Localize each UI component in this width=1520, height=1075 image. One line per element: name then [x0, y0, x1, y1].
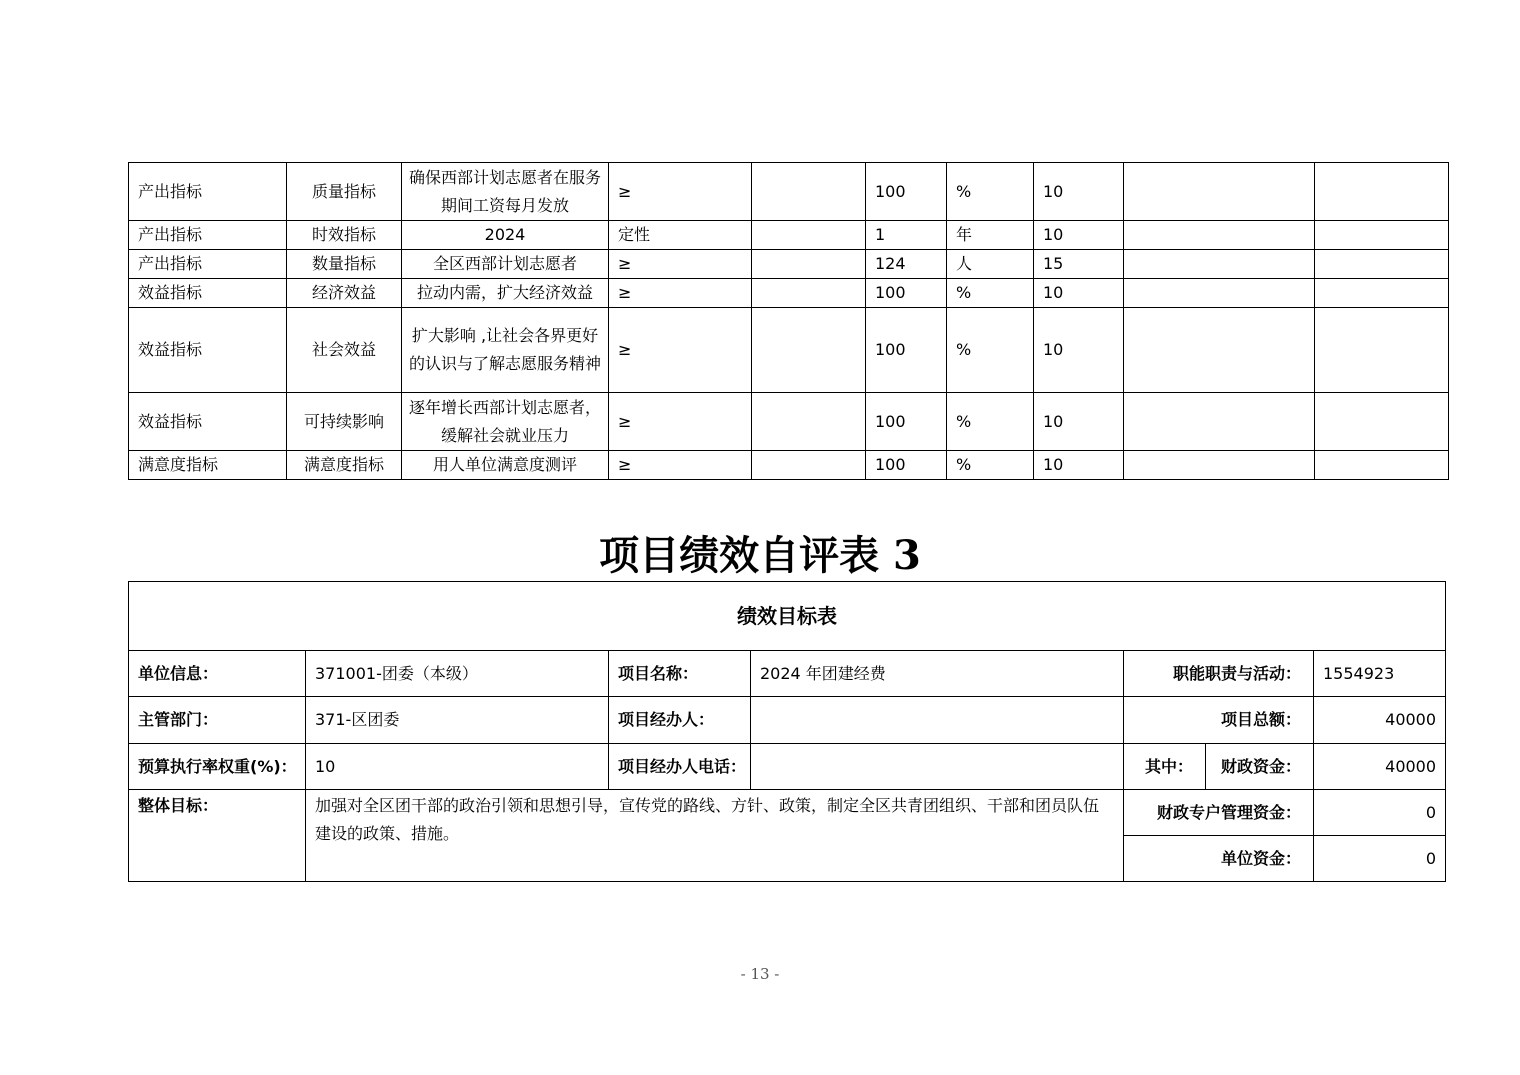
- indicator-table: [128, 162, 1449, 480]
- weight-cell: 10: [1034, 451, 1124, 480]
- table-row: [129, 308, 1449, 393]
- indicator-name-cell: 全区西部计划志愿者: [402, 250, 609, 279]
- level2-cell: 社会效益: [287, 308, 402, 393]
- value-cell: 100: [866, 279, 947, 308]
- dept-value: 371-区团委: [306, 697, 609, 744]
- level2-cell: 可持续影响: [287, 393, 402, 451]
- total-value: 40000: [1314, 697, 1446, 744]
- empty-cell: [1124, 279, 1315, 308]
- operator-cell: ≥: [609, 393, 752, 451]
- unit-cell: %: [947, 451, 1034, 480]
- table-row: [129, 221, 1449, 250]
- empty-cell: [1124, 451, 1315, 480]
- table-row: [129, 744, 1446, 790]
- table-row: [129, 393, 1449, 451]
- indicator-name-cell: 逐年增长西部计划志愿者，缓解社会就业压力: [402, 393, 609, 451]
- empty-cell: [1315, 393, 1449, 451]
- unit-info-label: 单位信息：: [129, 651, 306, 697]
- level2-cell: 质量指标: [287, 163, 402, 221]
- empty-cell: [1124, 250, 1315, 279]
- empty-cell: [1124, 163, 1315, 221]
- empty-cell: [752, 163, 866, 221]
- table-header: 绩效目标表: [129, 582, 1446, 651]
- level1-cell: 产出指标: [129, 221, 287, 250]
- unit-cell: %: [947, 393, 1034, 451]
- weight-cell: 10: [1034, 279, 1124, 308]
- indicator-name-cell: 2024: [402, 221, 609, 250]
- level1-cell: 产出指标: [129, 250, 287, 279]
- special-fund-value: 0: [1314, 790, 1446, 836]
- value-cell: 100: [866, 393, 947, 451]
- unit-fund-label: 单位资金：: [1124, 836, 1314, 882]
- operator-cell: ≥: [609, 451, 752, 480]
- empty-cell: [1315, 221, 1449, 250]
- empty-cell: [1315, 451, 1449, 480]
- operator-cell: 定性: [609, 221, 752, 250]
- operator-cell: ≥: [609, 163, 752, 221]
- empty-cell: [1124, 308, 1315, 393]
- page-number: - 13 -: [740, 965, 780, 983]
- special-fund-label: 财政专户管理资金：: [1124, 790, 1314, 836]
- manager-value: [751, 697, 1124, 744]
- empty-cell: [1315, 308, 1449, 393]
- dept-label: 主管部门：: [129, 697, 306, 744]
- performance-goal-table: [128, 581, 1446, 882]
- fiscal-value: 40000: [1314, 744, 1446, 790]
- page-title: 项目绩效自评表 3: [599, 532, 921, 579]
- indicator-name-cell: 确保西部计划志愿者在服务期间工资每月发放: [402, 163, 609, 221]
- level2-cell: 时效指标: [287, 221, 402, 250]
- duty-label: 职能职责与活动：: [1124, 651, 1314, 697]
- table-header-row: [129, 582, 1446, 651]
- table-row: [129, 163, 1449, 221]
- weight-cell: 10: [1034, 163, 1124, 221]
- value-cell: 100: [866, 163, 947, 221]
- empty-cell: [752, 279, 866, 308]
- empty-cell: [1315, 163, 1449, 221]
- table-row: [129, 790, 1446, 836]
- empty-cell: [752, 308, 866, 393]
- value-cell: 100: [866, 308, 947, 393]
- level1-cell: 效益指标: [129, 308, 287, 393]
- operator-cell: ≥: [609, 279, 752, 308]
- phone-value: [751, 744, 1124, 790]
- level1-cell: 满意度指标: [129, 451, 287, 480]
- operator-cell: ≥: [609, 250, 752, 279]
- operator-cell: ≥: [609, 308, 752, 393]
- value-cell: 124: [866, 250, 947, 279]
- empty-cell: [1315, 250, 1449, 279]
- weight-cell: 10: [1034, 308, 1124, 393]
- table-row: [129, 451, 1449, 480]
- overall-goal-value: 加强对全区团干部的政治引领和思想引导，宣传党的路线、方针、政策，制定全区共青团组织、干部和团员队伍建设的政策、措施。: [306, 790, 1124, 882]
- empty-cell: [1124, 393, 1315, 451]
- empty-cell: [1124, 221, 1315, 250]
- empty-cell: [752, 451, 866, 480]
- level2-cell: 满意度指标: [287, 451, 402, 480]
- level2-cell: 经济效益: [287, 279, 402, 308]
- table-row: [129, 279, 1449, 308]
- weight-cell: 15: [1034, 250, 1124, 279]
- empty-cell: [752, 393, 866, 451]
- phone-label: 项目经办人电话：: [609, 744, 751, 790]
- value-cell: 100: [866, 451, 947, 480]
- manager-label: 项目经办人：: [609, 697, 751, 744]
- indicator-name-cell: 扩大影响 ,让社会各界更好的认识与了解志愿服务精神: [402, 308, 609, 393]
- unit-cell: %: [947, 163, 1034, 221]
- total-label: 项目总额：: [1124, 697, 1314, 744]
- empty-cell: [1315, 279, 1449, 308]
- weight-cell: 10: [1034, 393, 1124, 451]
- duty-value: 1554923: [1314, 651, 1446, 697]
- weight-cell: 10: [1034, 221, 1124, 250]
- unit-cell: %: [947, 308, 1034, 393]
- level2-cell: 数量指标: [287, 250, 402, 279]
- table-row: [129, 697, 1446, 744]
- level1-cell: 效益指标: [129, 279, 287, 308]
- level1-cell: 效益指标: [129, 393, 287, 451]
- indicator-name-cell: 用人单位满意度测评: [402, 451, 609, 480]
- table-row: [129, 250, 1449, 279]
- empty-cell: [752, 221, 866, 250]
- unit-info-value: 371001-团委（本级）: [306, 651, 609, 697]
- among-label: 其中：: [1124, 744, 1206, 790]
- unit-cell: 人: [947, 250, 1034, 279]
- indicator-name-cell: 拉动内需，扩大经济效益: [402, 279, 609, 308]
- overall-goal-label: 整体目标：: [129, 790, 306, 882]
- budget-weight-value: 10: [306, 744, 609, 790]
- table-row: [129, 651, 1446, 697]
- empty-cell: [752, 250, 866, 279]
- fiscal-label: 财政资金：: [1206, 744, 1314, 790]
- unit-fund-value: 0: [1314, 836, 1446, 882]
- value-cell: 1: [866, 221, 947, 250]
- project-name-label: 项目名称：: [609, 651, 751, 697]
- budget-weight-label: 预算执行率权重(%)：: [129, 744, 306, 790]
- unit-cell: 年: [947, 221, 1034, 250]
- project-name-value: 2024 年团建经费: [751, 651, 1124, 697]
- level1-cell: 产出指标: [129, 163, 287, 221]
- unit-cell: %: [947, 279, 1034, 308]
